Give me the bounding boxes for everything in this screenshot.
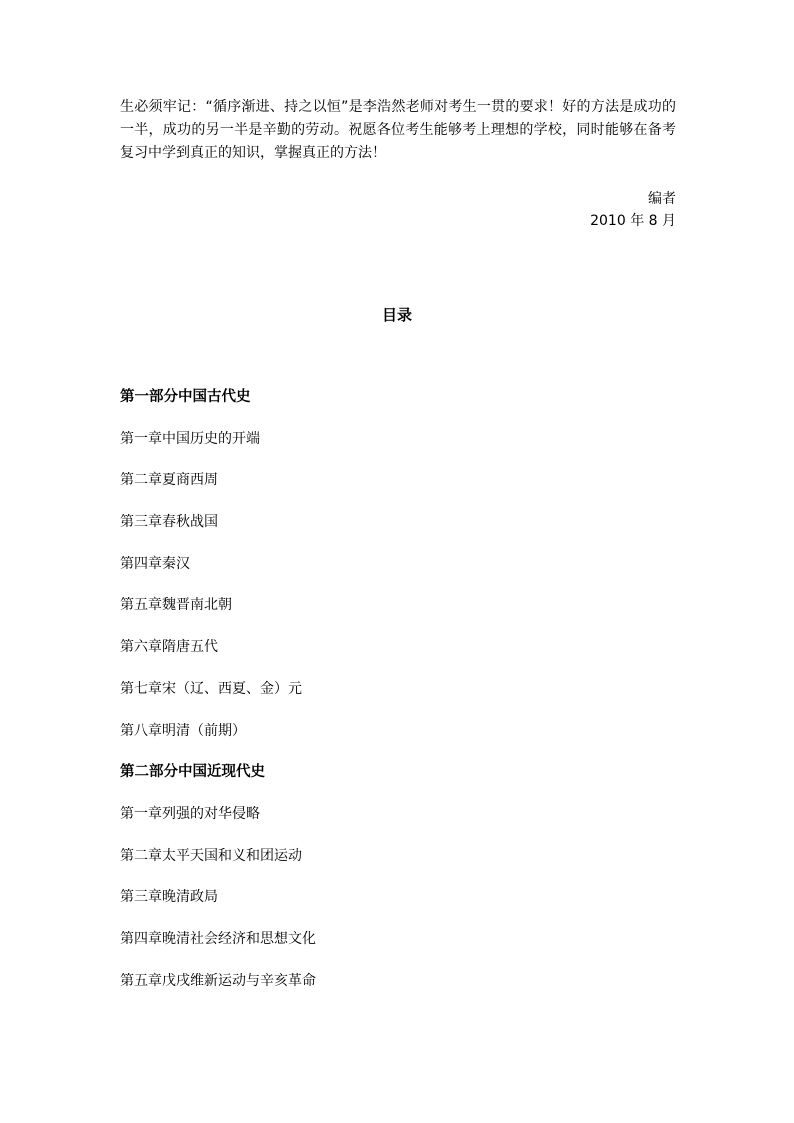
toc-item: 第八章明清（前期） xyxy=(120,722,246,739)
preface-signature: 编者 xyxy=(648,191,676,207)
toc-item: 第三章晚清政局 xyxy=(120,889,218,906)
toc-title: 目录 xyxy=(381,306,412,324)
toc-item: 第五章魏晋南北朝 xyxy=(120,597,232,614)
toc-item: 第六章隋唐五代 xyxy=(120,639,218,656)
toc-item: 第二章太平天国和义和团运动 xyxy=(120,847,302,864)
toc-list xyxy=(120,386,676,1011)
toc-item: 第二章夏商西周 xyxy=(120,472,218,489)
toc-part-heading: 第二部分中国近现代史 xyxy=(120,764,265,781)
toc-item: 第四章秦汉 xyxy=(120,555,190,572)
preface-signature-block xyxy=(120,188,676,232)
preface-paragraph: 生必须牢记：“循序渐进、持之以恒”是李浩然老师对考生一贯的要求！好的方法是成功的一半，成功的另一半是辛勤的劳动。祝愿各位考生能够考上理想的学校，同时能够在备考复习中学到真正的知识，掌握真正的方法！ xyxy=(120,99,676,161)
toc-item: 第一章列强的对华侵略 xyxy=(120,805,260,822)
preface-date: 2010 年 8 月 xyxy=(590,213,676,229)
preface-section xyxy=(120,96,676,232)
toc-part-heading: 第一部分中国古代史 xyxy=(120,389,251,405)
toc-item: 第七章宋（辽、西夏、金）元 xyxy=(120,680,302,697)
toc-item: 第五章戊戌维新运动与辛亥革命 xyxy=(120,972,316,989)
toc-item: 第一章中国历史的开端 xyxy=(120,430,260,447)
toc-item: 第三章春秋战国 xyxy=(120,514,218,531)
toc-item: 第四章晚清社会经济和思想文化 xyxy=(120,930,316,947)
